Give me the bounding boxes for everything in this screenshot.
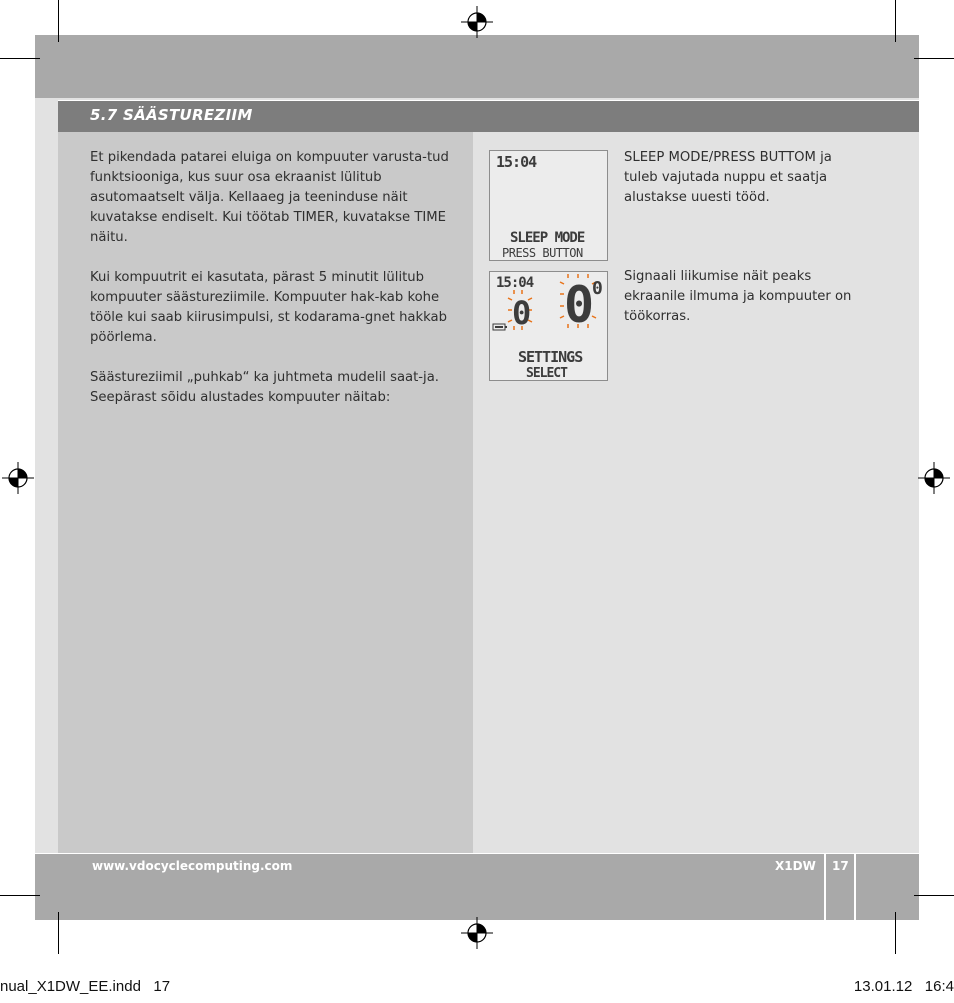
right-text-signal: Signaali liikumise näit peaks ekraanile ilmuma ja kompuuter on töökorras. xyxy=(624,269,852,324)
footer-divider-right xyxy=(854,854,856,920)
crop-mark xyxy=(914,58,954,59)
footer-url: www.vdocyclecomputing.com xyxy=(92,859,293,873)
lcd1-line2: PRESS BUTTON xyxy=(502,246,583,260)
slug-timestamp: 13.01.12 16:4 xyxy=(853,978,954,995)
registration-mark-icon xyxy=(460,5,494,39)
crop-mark xyxy=(895,912,896,954)
slug-filename: nual_X1DW_EE.indd 17 xyxy=(0,978,171,995)
section-title-bar xyxy=(58,100,919,132)
left-margin-strip xyxy=(35,98,58,853)
lcd2-line2: SELECT xyxy=(526,366,567,380)
section-title: 5.7 SÄÄSTUREZIIM xyxy=(90,106,253,124)
lcd2-superscript-digit: 0 xyxy=(592,278,603,299)
left-column-text xyxy=(90,148,460,428)
lcd1-line1: SLEEP MODE xyxy=(510,230,585,246)
paragraph-battery: Et pikendada patarei eluiga on kompuuter varusta-tud funktsiooniga, kus suur osa ekraanist lülitub asutomaatselt välja. Kellaaeg ja teeninduse näit kuvatakse endiselt. Kui töötab TIMER, kuvatakse TIME näitu. xyxy=(90,150,449,245)
crop-mark xyxy=(0,58,40,59)
lcd1-time: 15:04 xyxy=(496,153,537,171)
right-text-sleep-mode: SLEEP MODE/PRESS BUTTOM ja tuleb vajutada nuppu et saatja alustakse uuesti tööd. xyxy=(624,150,832,205)
top-band xyxy=(35,35,919,98)
lcd2-big-digit: 0 xyxy=(564,276,595,334)
crop-mark xyxy=(914,895,954,896)
crop-mark xyxy=(0,895,40,896)
footer-divider-left xyxy=(824,854,826,920)
footer-model: X1DW xyxy=(775,859,816,873)
lcd-display-sleep-mode xyxy=(489,150,608,261)
lcd2-time: 15:04 xyxy=(496,275,534,291)
paragraph-transmitter: Säästureziimil „puhkab“ ka juhtmeta mudelil saat-ja. Seepärast sõidu alustades kompuuter näitab: xyxy=(90,370,439,405)
crop-mark xyxy=(895,0,896,42)
crop-mark xyxy=(58,0,59,42)
lcd2-small-digit: 0 xyxy=(512,294,532,332)
lcd-display-settings xyxy=(489,271,608,381)
registration-mark-icon xyxy=(917,461,951,495)
battery-icon xyxy=(493,324,507,330)
crop-mark xyxy=(58,912,59,954)
footer-band xyxy=(35,853,919,920)
registration-mark-icon xyxy=(1,461,35,495)
paragraph-sleep: Kui kompuutrit ei kasutata, pärast 5 minutit lülitub kompuuter säästureziimile. Kompuuter hak-kab kohe tööle kui saab kiirusimpulsi, st kodarama-gnet hakkab pöörlema. xyxy=(90,270,448,345)
registration-mark-icon xyxy=(460,916,494,950)
lcd2-line1: SETTINGS xyxy=(518,348,583,366)
footer-page-number: 17 xyxy=(832,859,849,873)
